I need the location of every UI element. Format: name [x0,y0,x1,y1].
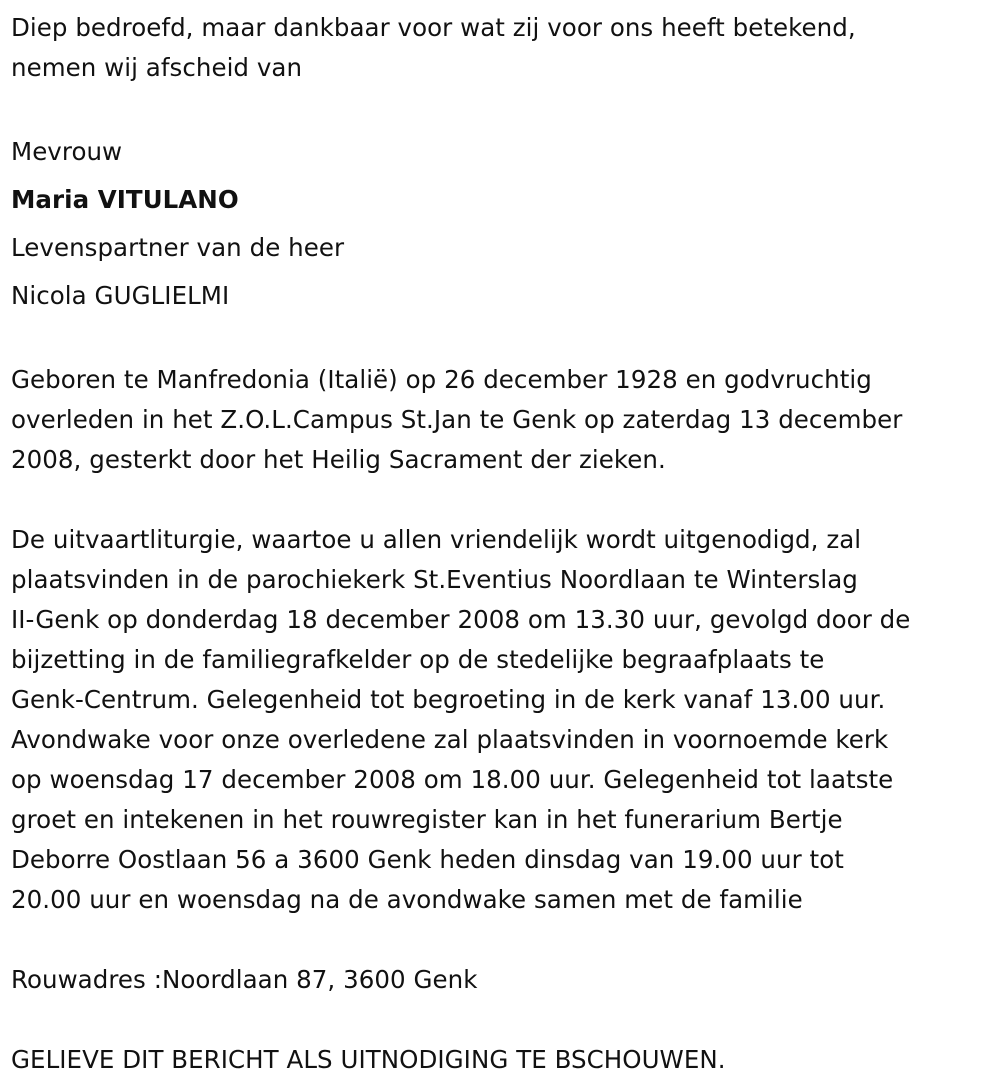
funeral-paragraph [11,520,986,920]
deceased-name: Maria VITULANO [11,185,239,214]
paragraph-line: 2008, gesterkt door het Heilig Sacrament der zieken. [11,445,666,474]
spacer [11,1000,986,1040]
paragraph-line: groet en intekenen in het rouwregister kan in het funerarium Bertje [11,805,843,834]
intro-line: nemen wij afscheid van [11,53,303,82]
spacer [11,88,986,128]
paragraph-line: Deborre Oostlaan 56 a 3600 Genk heden dinsdag van 19.00 uur tot [11,845,844,874]
deceased-title: Mevrouw [11,137,123,166]
paragraph-line: Geboren te Manfredonia (Italië) op 26 december 1928 en godvruchtig [11,365,872,394]
deceased-block [11,128,986,320]
paragraph-line: bijzetting in de familiegrafkelder op de stedelijke begraafplaats te [11,645,825,674]
relation-text: Levenspartner van de heer [11,233,345,262]
spacer [11,480,986,520]
paragraph-line: Avondwake voor onze overledene zal plaatsvinden in voornoemde kerk [11,725,889,754]
birth-death-paragraph [11,360,986,480]
closing-notice: GELIEVE DIT BERICHT ALS UITNODIGING TE BSCHOUWEN. [11,1045,726,1074]
paragraph-line: overleden in het Z.O.L.Campus St.Jan te Genk op zaterdag 13 december [11,405,903,434]
mourning-address: Rouwadres :Noordlaan 87, 3600 Genk [11,965,478,994]
obituary-notice [11,8,986,1080]
intro-line: Diep bedroefd, maar dankbaar voor wat zij voor ons heeft betekend, [11,13,856,42]
paragraph-line: 20.00 uur en woensdag na de avondwake samen met de familie [11,885,803,914]
intro-paragraph [11,8,986,88]
paragraph-line: Genk-Centrum. Gelegenheid tot begroeting in de kerk vanaf 13.00 uur. [11,685,886,714]
spacer [11,920,986,960]
paragraph-line: De uitvaartliturgie, waartoe u allen vriendelijk wordt uitgenodigd, zal [11,525,862,554]
paragraph-line: II-Genk op donderdag 18 december 2008 om 13.30 uur, gevolgd door de [11,605,911,634]
paragraph-line: plaatsvinden in de parochiekerk St.Eventius Noordlaan te Winterslag [11,565,858,594]
partner-name: Nicola GUGLIELMI [11,281,230,310]
paragraph-line: op woensdag 17 december 2008 om 18.00 uur. Gelegenheid tot laatste [11,765,894,794]
spacer [11,320,986,360]
